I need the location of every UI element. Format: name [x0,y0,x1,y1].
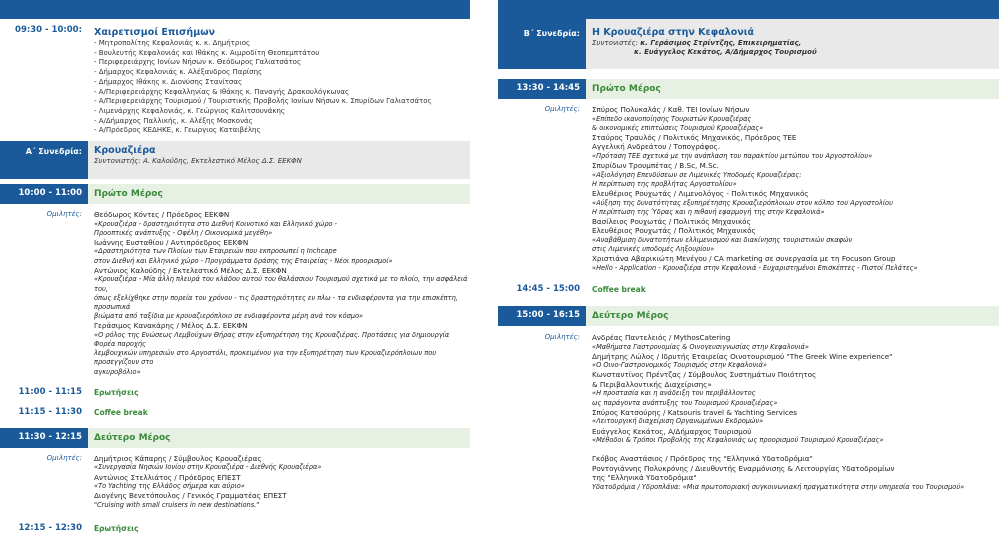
speaker-line: Γκόβος Αναστάσιος / Πρόεδρος της "Ελληνικά Υδατοδρόμια" [592,454,813,464]
speakers-label-2: Ομιλητές: [46,453,82,462]
part2-band [0,428,470,448]
talk-title-line: Η περίπτωση της Ύδρας και η πιθανή εφαρμογή της στην Κεφαλονιά» [592,207,825,216]
right-part1-time: 13:30 - 14:45 [498,79,586,99]
talk-title-line: ως παράγοντα ανάπτυξης του Τουρισμού Κρουαζιέρας» [592,398,778,407]
part2-speakers [88,454,470,510]
questions-2 [0,524,470,534]
talk-title-line: "Cruising with small cruisers in new destinations." [94,500,260,509]
coffee-break-1-time: 11:15 - 11:30 [18,406,82,417]
talk-title-line: αγκυροβόλιο» [94,367,141,376]
talk-title-line: «Δραστηριότητα των Πλοίων των Εταιρειών που εκπροσωπεί η Inchcape [94,247,337,256]
talk-title-line: «Το Yachting της Ελλάδος σήμερα και αύριο» [94,482,245,491]
right-part1-speakers [586,105,999,273]
part1-time: 10:00 - 11:00 [0,184,88,204]
speaker-line: Διογένης Βενετόπουλος / Γενικός Γραμματέας ΕΠΕΣΤ [94,491,287,501]
talk-title-line: «Λειτουργική διαχείριση Οργανωμένων Εκδρομών» [592,417,764,426]
welcome-list-item: - Α/Δήμαρχος Παλλικής, κ. Αλέξης Μοσκονάς [94,116,253,125]
part1-title: Πρώτο Μέρος [94,189,163,200]
speaker-line: Ανδρέας Παντελειός / MythosCatering [592,333,731,343]
top-bar-left [0,0,470,19]
talk-title-line: βιώματα από ταξίδια με κρουαζιερόπλοιο σε ενδιαφέροντα μέρη ανά τον κόσμο» [94,312,364,321]
speaker-line: Αντώνιος Στελλιάτος / Πρόεδρος ΕΠΕΣΤ [94,472,241,482]
talk-title-line: Προοπτικές ανάπτυξης - Οφέλη / Οικονομικά μεγέθη» [94,228,273,237]
speaker-line: Χριστιάνα Αβαρικιώτη Μενέγου / CA marketing σε συνεργασία με τη Focuson Group [592,254,896,264]
talk-title-line: όπως εξελίχθηκε στην πορεία του χρόνου - τις δραστηριότητες εν πλω - τα ενδιαφέροντα για την επισκέπτη, προσωπικά [94,293,458,311]
speakers-label: Ομιλητές: [46,210,82,219]
speaker-line: Δημήτριος Κάπαρης / Σύμβουλος Κρουαζιέρας [94,453,262,463]
talk-title-line: «Συνεργασία Νησιών Ιονίου στην Κρουαζιέρα - Διεθνής Κρουαζιέρα» [94,463,322,472]
talk-title-line: «Ο Οινο-Γαστρονομικός Τουρισμός στην Κεφαλονιά» [592,361,767,370]
part1-speakers [88,210,470,377]
speaker-line: & Περιβαλλοντικής Διαχείρισης» [592,379,712,389]
welcome-list-item: - Δήμαρχος Ιθάκης κ. Διονύσης Στανίτσας [94,77,243,86]
right-speakers-label-2: Ομιλητές: [544,333,580,342]
talk-title-line: «Κρουαζιέρα - Μία άλλη πλευρά του κλάδου αυτού του θαλάσσιου Τουρισμού σχετικά με το πλοίο, την ασφάλειά του, [94,275,468,293]
session-a-moderator: Συντονιστής: Α. Καλούδης, Εκτελεστικό Μέλος Δ.Σ. ΕΕΚΦΝ [94,157,302,166]
top-bar-right [498,0,999,19]
right-coffee-time: 14:45 - 15:00 [516,284,580,295]
speaker-line: Σπύρος Κατσούρης / Katsouris travel & Yachting Services [592,407,798,417]
speaker-line: Ιωάννης Ευσταθίου / Αντιπρόεδρος ΕΕΚΦΝ [94,237,249,247]
questions-2-time: 12:15 - 12:30 [18,522,82,533]
coffee-break-1 [0,408,470,418]
talk-title-line: στις Λιμενικές υποδομές Ληξουρίου» [592,245,715,254]
talk-title-line: στον Διεθνή και Ελληνικό χώρο - Προγράμματα δράσης της Εταιρείας - Νέοι προορισμοί» [94,256,393,265]
left-column [0,0,470,557]
welcome-list-item: - Α/Περιφερειάρχης Κεφαλληνίας & Ιθάκης κ. Παναγής Δρακουλόγκωνας [94,87,350,96]
session-a-title: Κρουαζιέρα [94,145,156,157]
talk-title-line: «Μαθήματα Γαστρονομίας & Οινογευσιγνωσίας στην Κεφαλονιά» [592,342,809,351]
session-a-band [0,141,470,179]
session-b-moderator-1: κ. Γεράσιμος Στρίντζης, Επικειρηματίας, [640,39,802,47]
session-b-title: Η Κρουαζιέρα στην Κεφαλονιά [592,27,754,38]
talk-title-line: λεμβουχικών υπηρεσιών στο Αργοστόλι, προκειμένου για την εξυπηρέτηση των Κρουαζιερόπλοιων που προσεγγίζουν στο [94,349,437,367]
talk-title-line: & οικονομικές επιπτώσεις Τουρισμού Κρουαζιέρας» [592,123,764,132]
welcome-list-item: - Α/Πρόεδρος ΚΕΔΗΚΕ, κ. Γεωργιος Καταιβέλης [94,126,261,135]
welcome-list-item: - Μητροπολίτης Κεφαλονιάς κ. κ. Δημήτριος [94,39,251,47]
speaker-line: Ελευθέριος Ρουχωτάς / Λιμενολόγος - Πολιτικός Μηχανικός [592,189,809,199]
right-part1-title: Πρώτο Μέρος [592,84,661,94]
part1-band [0,184,470,204]
part2-content [0,454,470,510]
welcome-time: 09:30 - 10:00: [15,25,82,35]
speaker-line: Δημήτρης Λώλος / Ιδρυτής Εταιρείας Οινοτουρισμού "The Greek Wine experience" [592,351,893,361]
right-column [498,0,999,557]
right-coffee-break [498,285,999,295]
talk-title-line: «Πρόταση ΤΕΕ σχετικά με την ανάπλαση του παρακτίου μετώπου του Αργοστολίου» [592,151,873,160]
talk-title-line: «Επίπεδο ικανοποίησης Τουριστών Κρουαζιέρας [592,114,752,123]
right-part1-content [498,105,999,273]
spacer [592,445,999,454]
session-b-moderator-prefix: Συντονιστές: [592,39,641,47]
talk-title-line: «Hello - Application - Κρουαζιέρα στην Κεφαλονιά - Ευχαριστημένοι Επισκέπτες - Πιστοί Πελάτες» [592,263,918,272]
speaker-line: Ευάγγελος Κεκάτος, Α/Δήμαρχος Τουρισμού [592,426,752,436]
questions-1-title: Ερωτήσεις [94,387,139,397]
speaker-line: Βασίλειος Ρουχωτάς / Πολιτικός Μηχανικός [592,216,751,226]
talk-title-line: Υδατοδρόμια / Υδροπλάνα: «Μια πρωτοποριακή συγκοινωνιακή πραγματικότητα στην υπηρεσία του Τουρισμού» [592,482,965,491]
welcome-list-item: - Δήμαρχος Κεφαλονιάς κ. Αλέξανδρος Παρίσης [94,68,263,77]
questions-2-title: Ερωτήσεις [94,523,139,533]
session-b-label: Β΄ Συνεδρία: [498,19,586,69]
welcome-list-item: - Λιμενάρχης Κεφαλονιάς, κ. Γεώργιος Καλιτσουνάκης [94,106,285,115]
right-part2-content [498,333,999,492]
speaker-line: Κωνσταντίνος Πρέντζας / Σύμβουλος Συστημάτων Ποιότητος [592,370,817,380]
part2-title: Δεύτερο Μέρος [94,432,171,443]
welcome-list-item: - Α/Περιφερειάρχης Τουρισμού / Τουριστικής Προβολής Ιονίων Νήσων κ. Σπυρίδων Γαλιατσάτος [94,97,432,106]
speaker-line: Γεράσιμος Κανακάρης / Μέλος Δ.Σ. ΕΕΚΦΝ [94,321,248,331]
talk-title-line: «Αύξηση της δυνατότητας εξυπηρέτησης Κρουαζιερόπλοιων στον κόλπο του Αργοστολίου [592,198,893,207]
right-part1-band [498,79,999,99]
speaker-line: Ροντογιάννης Πολυκρόνης / Διευθυντής Εναρμόνισης & Λειτουργίας Υδατοδρομίων [592,463,895,473]
speaker-line: Ελευθέριος Ρουχωτάς / Πολιτικός Μηχανικός [592,226,756,236]
session-a-label: Α΄ Συνεδρία: [0,141,88,179]
speaker-line: Θεόδωρος Κόντες / Πρόεδρος ΕΕΚΦΝ [94,210,230,220]
welcome-list-item: - Περιφερειάρχης Ιονίων Νήσων κ. Θεόδωρος Γαλιατσάτος [94,58,302,67]
coffee-break-1-title: Coffee break [94,407,148,417]
questions-1 [0,388,470,398]
right-coffee-title: Coffee break [592,285,646,295]
right-speakers-label: Ομιλητές: [544,105,580,113]
part1-content [0,210,470,377]
talk-title-line: «Η προστασία και η ανάδειξη του περιβάλλοντος [592,389,756,398]
welcome-title: Χαιρετισμοί Επισήμων [94,27,215,38]
talk-title-line: Η περίπτωση της προβλήτας Αργοστολίου» [592,179,737,188]
speaker-line: της "Ελληνικά Υδατοδρόμια" [592,473,697,483]
welcome-list-item: - Βουλευτής Κεφαλονιάς και Ιθάκης κ. Αιμροδίτη Θεοπεμπτάτου [94,48,320,57]
right-part2-speakers [586,333,999,492]
speaker-line: Σπυρίδων Τρουμπέτας / B.Sc, M.Sc. [592,161,719,171]
talk-title-line: «Μέθοδοι & Τρόποι Προβολής της Κεφαλονιάς ως προορισμού Τουρισμού Κρουαζιέρας» [592,436,884,445]
welcome-list [94,39,470,136]
session-b-moderator-line-2 [592,48,999,57]
talk-title-line: «Ο ρόλος της Ενώσεως Λεμβούχων Θήρας στην εξυπηρέτηση της Κρουαζιέρας. Προτάσεις για δημιουργία Φορέα παροχής [94,330,450,349]
talk-title-line: «Αναβάθμιση δυνατοτήτων ελλιμενισμού και διακίνησης τουριστικών σκαφών [592,235,853,244]
right-part2-title: Δεύτερο Μέρος [592,311,669,322]
speaker-line: Αντώνιος Καλούδης / Εκτελεστικό Μέλος Δ.Σ. ΕΕΚΦΝ [94,265,287,275]
right-part2-time: 15:00 - 16:15 [498,306,586,326]
speaker-line: Σπύρος Πολυκαλάς / Καθ. ΤΕΙ Ιονίων Νήσων [592,105,750,114]
right-part2-band [498,306,999,326]
part2-time: 11:30 - 12:15 [0,428,88,448]
speaker-line: Σταύρος Τραυλός / Πολιτικός Μηχανικός, Πρόεδρος ΤΕΕ [592,132,797,142]
session-b-moderator-2: κ. Ευάγγελος Κεκάτος, Α/Δήμαρχος Τουρισμού [634,48,817,56]
welcome-block [0,26,470,136]
questions-1-time: 11:00 - 11:15 [18,386,82,397]
talk-title-line: «Αξιολόγηση Επενδύσεων σε Λιμενικές Υποδομές Κρουαζιέρας: [592,170,802,179]
session-b-moderators [592,39,999,48]
talk-title-line: «Κρουαζιέρα - δραστηριότητα στο Διεθνή Κοινοτικό και Ελληνικό χώρο - [94,219,338,228]
session-b-band [498,19,999,69]
speaker-line: Αγγελική Ανδρεάτου / Τοπογράφος. [592,142,721,152]
